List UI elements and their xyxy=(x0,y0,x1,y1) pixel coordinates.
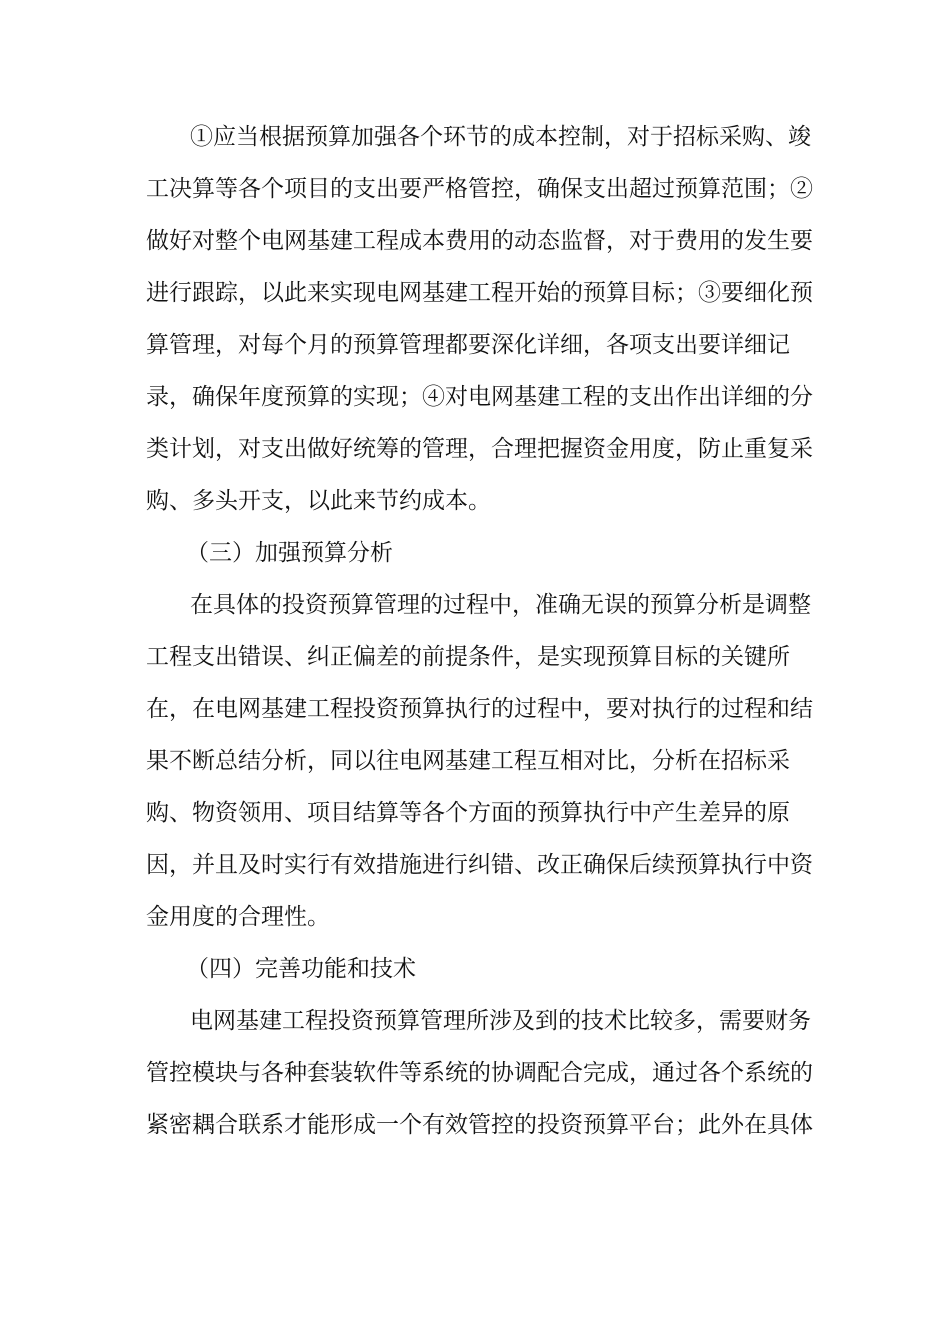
paragraph-line: 果不断总结分析，同以往电网基建工程互相对比，分析在招标采 xyxy=(146,748,790,774)
paragraph-line: 算管理，对每个月的预算管理都要深化详细，各项支出要详细记 xyxy=(146,332,790,358)
paragraph-line: 紧密耦合联系才能形成一个有效管控的投资预算平台；此外在具体 xyxy=(146,1112,813,1138)
paragraph-line: 类计划，对支出做好统筹的管理，合理把握资金用度，防止重复采 xyxy=(146,436,813,462)
paragraph-line: 工程支出错误、纠正偏差的前提条件，是实现预算目标的关键所 xyxy=(146,644,790,670)
paragraph-line: 在，在电网基建工程投资预算执行的过程中，要对执行的过程和结 xyxy=(146,696,813,722)
section-heading: （四）完善功能和技术 xyxy=(186,956,416,982)
paragraph-line: 因，并且及时实行有效措施进行纠错、改正确保后续预算执行中资 xyxy=(146,852,813,878)
paragraph-line: 管控模块与各种套装软件等系统的协调配合完成，通过各个系统的 xyxy=(146,1060,813,1086)
paragraph-line: 购、多头开支，以此来节约成本。 xyxy=(146,488,491,514)
paragraph-line: 做好对整个电网基建工程成本费用的动态监督，对于费用的发生要 xyxy=(146,228,813,254)
paragraph-line: ①应当根据预算加强各个环节的成本控制，对于招标采购、竣 xyxy=(190,124,811,150)
paragraph-line: 工决算等各个项目的支出要严格管控，确保支出超过预算范围；② xyxy=(146,176,813,202)
paragraph-line: 录，确保年度预算的实现；④对电网基建工程的支出作出详细的分 xyxy=(146,384,813,410)
paragraph-line: 电网基建工程投资预算管理所涉及到的技术比较多，需要财务 xyxy=(190,1008,811,1034)
paragraph-line: 金用度的合理性。 xyxy=(146,904,330,930)
paragraph-line: 购、物资领用、项目结算等各个方面的预算执行中产生差异的原 xyxy=(146,800,790,826)
paragraph-line: 进行跟踪，以此来实现电网基建工程开始的预算目标；③要细化预 xyxy=(146,280,813,306)
paragraph-line: 在具体的投资预算管理的过程中，准确无误的预算分析是调整 xyxy=(190,592,811,618)
section-heading: （三）加强预算分析 xyxy=(186,540,393,566)
